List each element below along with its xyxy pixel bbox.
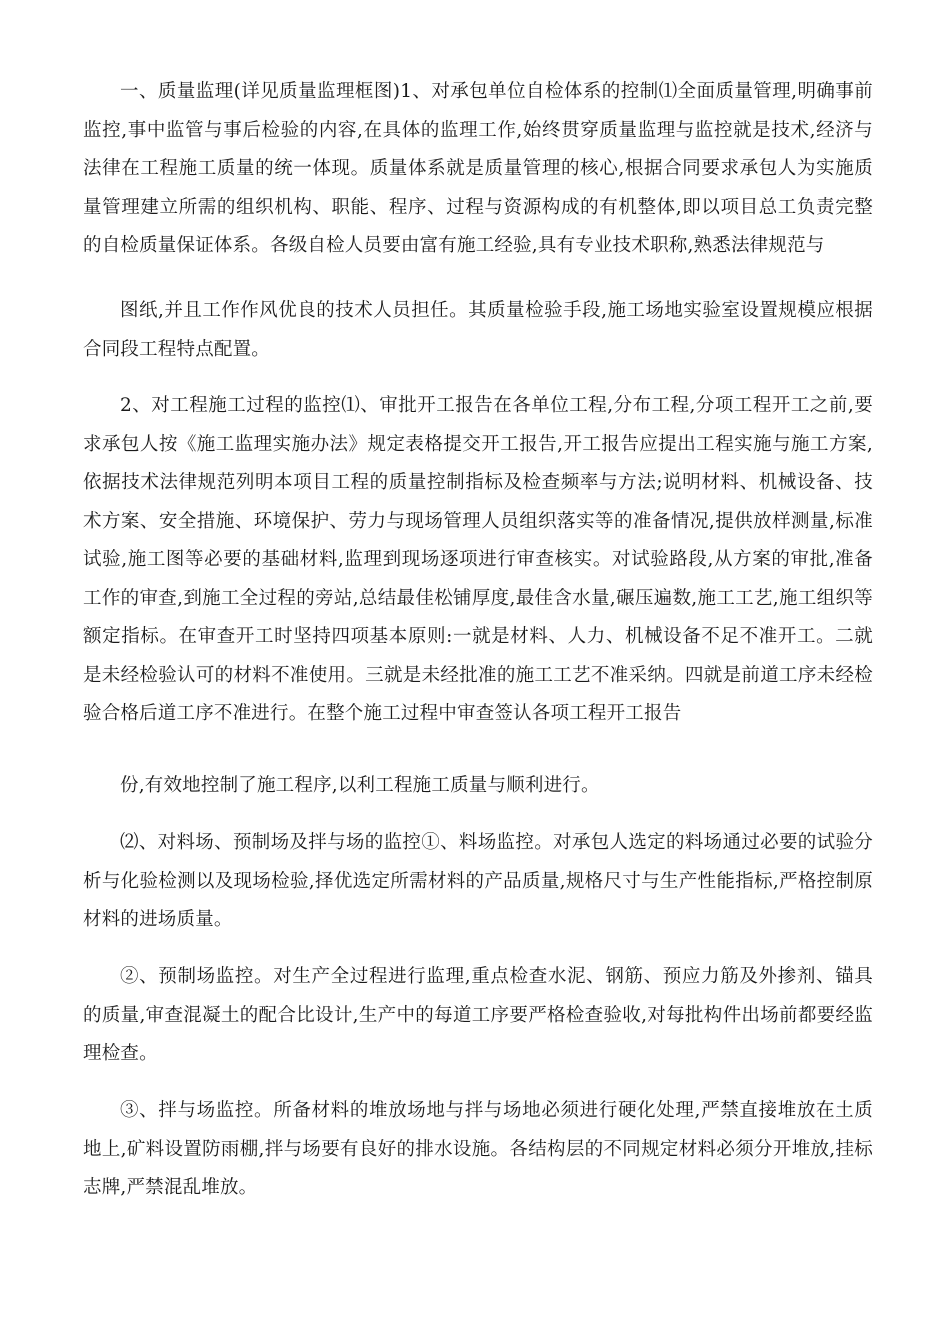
paragraph-quality-supervision: 一、质量监理(详见质量监理框图)1、对承包单位自检体系的控制⑴全面质量管理,明确事前监控,事中监管与事后检验的内容,在具体的监理工作,始终贯穿质量监理与监控就是技术,经济与法律在工程施工质量的统一体现。质量体系就是质量管理的核心,根据合同要求承包人为实施质量管理建立所需的组织机构、职能、程序、过程与资源构成的有机整体,即以项目总工负责完整的自检质量保证体系。各级自检人员要由富有施工经验,具有专业技术职称,熟悉法律规范与 xyxy=(83,81,873,256)
paragraph-material-yard-control: ⑵、对料场、预制场及拌与场的监控①、料场监控。对承包人选定的料场通过必要的试验分析与化验检测以及现场检验,择优选定所需材料的产品质量,规格尺寸与生产性能指标,严格控制原材料的进场质量。 xyxy=(83,832,873,930)
paragraph-effective-control: 份,有效地控制了施工程序,以利工程施工质量与顺利进行。 xyxy=(120,775,600,796)
paragraph-precast-yard-control: ②、预制场监控。对生产全过程进行监理,重点检查水泥、钢筋、预应力筋及外掺剂、锚具的质量,审查混凝土的配合比设计,生产中的每道工序要严格检查验收,对每批构件出场前都要经监理检查。 xyxy=(83,966,873,1064)
paragraph-drawings-staffing: 图纸,并且工作作风优良的技术人员担任。其质量检验手段,施工场地实验室设置规模应根据合同段工程特点配置。 xyxy=(83,300,873,360)
paragraph-construction-process-control: 2、对工程施工过程的监控⑴、审批开工报告在各单位工程,分布工程,分项工程开工之前,要求承包人按《施工监理实施办法》规定表格提交开工报告,开工报告应提出工程实施与施工方案,依据技术法律规范列明本项目工程的质量控制指标及检查频率与方法;说明材料、机械设备、技术方案、安全措施、环境保护、劳力与现场管理人员组织落实等的准备情况,提供放样测量,标准试验,施工图等必要的基础材料,监理到现场逐项进行审查核实。对试验路段,从方案的审批,准备工作的审查,到施工全过程的旁站,总结最佳松铺厚度,最佳含水量,碾压遍数,施工工艺,施工组织等额定指标。在审查开工时坚持四项基本原则:一就是材料、人力、机械设备不足不准开工。二就是未经检验认可的材料不准使用。三就是未经批准的施工工艺不准采纳。四就是前道工序未经检验合格后道工序不准进行。在整个施工过程中审查签认各项工程开工报告 xyxy=(83,395,873,724)
paragraph-mixing-plant-control: ③、拌与场监控。所备材料的堆放场地与拌与场地必须进行硬化处理,严禁直接堆放在土质地上,矿料设置防雨棚,拌与场要有良好的排水设施。各结构层的不同规定材料必须分开堆放,挂标志牌,严禁混乱堆放。 xyxy=(83,1100,873,1198)
